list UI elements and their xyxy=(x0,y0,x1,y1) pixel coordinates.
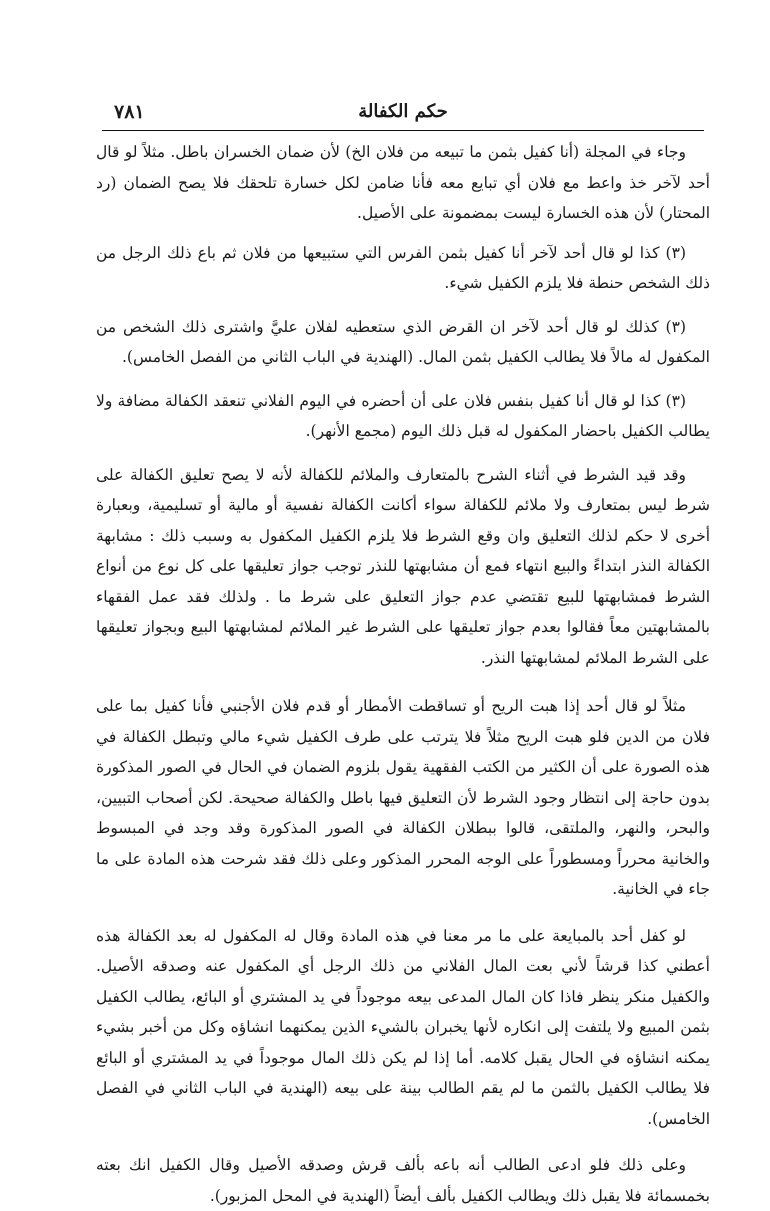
paragraph-4: (٣) كذا لو قال أنا كفيل بنفس فلان على أن أحضره في اليوم الفلاني تنعقد الكفالة مضافة ولا يطالب الكفيل باحضار المكفول له قبل ذلك اليوم (مجمع الأنهر). xyxy=(96,391,710,440)
paragraph-8: وعلى ذلك فلو ادعى الطالب أنه باعه بألف قرش وصدقه الأصيل وقال الكفيل انك بعته بخمسمائة فلا يقبل ذلك ويطالب الكفيل بألف أيضاً (الهندية في المحل المزبور). xyxy=(96,1156,710,1205)
paragraph-7: لو كفل أحد بالمبايعة على ما مر معنا في هذه المادة وقال له المكفول له بعد الكفالة هذه أعطني كذا قرشاً لأني بعت المال الفلاني من ذلك الرجل أي المكفول عنه وصدقه الأصيل. والكفيل منكر ينظر فاذا كان المال المدعى بيعه موجوداً في يد المشتري أو البائع، يطالب الكفيل بثمن المبيع ولا يلتفت إلى انكاره لأنها يخبران بالشيء الذين يمكنهما انشاؤه وكل من أخبر بشيء يمكنه انشاؤه في الحال يقبل كلامه. أما إذا لم يكن ذلك المال موجوداً في يد المشتري أو البائع فلا يطالب الكفيل بالثمن ما لم يقم الطالب بينة على بيعه (الهندية في الباب الثاني في الفصل الخامس). xyxy=(96,926,710,1128)
paragraph-5: وقد قيد الشرط في أثناء الشرح بالمتعارف والملائم للكفالة لأنه لا يصح تعليق الكفالة على شرط ليس بمتعارف ولا ملائم للكفالة سواء أكانت الكفالة نفسية أو مالية أو تسليمية، وبعبارة أخرى لا حكم لذلك التعليق وان وقع الشرط فلا يلزم الكفيل المكفول به وسبب ذلك : مشابهة الكفالة النذر ابتداءً والبيع انتهاء فمع أن مشابهتها للنذر توجب جواز تعليقها على كل نوع من أنواع الشرط فمشابهتها للبيع تقتضي عدم جواز التعليق على شرط ما . ولذلك فقد عمل الفقهاء بالمشابهتين معاً فقالوا بعدم جواز تعليقها على الشرط غير الملائم لمشابهتها البيع وبجواز تعليقها على الشرط الملائم لمشابهتها النذر. xyxy=(96,465,710,667)
paragraph-2: (٣) كذا لو قال أحد لآخر أنا كفيل بثمن الفرس التي ستبيعها من فلان ثم باع ذلك الرجل من ذلك الشخص حنطة فلا يلزم الكفيل شيء. xyxy=(96,243,710,292)
paragraph-1: وجاء في المجلة (أنا كفيل بثمن ما تبيعه من فلان الخ) لأن ضمان الخسران باطل. مثلاً لو قال أحد لآخر خذ واعط مع فلان أي تبايع معه فأنا ضامن لكل خسارة تلحقك فلا يصح الضمان (رد المحتار) لأن هذه الخسارة ليست بمضمونة على الأصيل. xyxy=(96,143,710,222)
paragraph-3: (٣) كذلك لو قال أحد لآخر ان القرض الذي ستعطيه لفلان عليَّ واشترى ذلك الشخص من المكفول له مالاً فلا يطالب الكفيل بثمن المال. (الهندية في الباب الثاني من الفصل الخامس). xyxy=(96,317,710,366)
main-text xyxy=(96,137,710,1205)
header-rule xyxy=(102,130,704,131)
page-number: ٧٨١ xyxy=(114,101,145,123)
running-title: حكم الكفالة xyxy=(358,101,448,122)
page-header xyxy=(102,98,704,132)
paragraph-6: مثلاً لو قال أحد إذا هبت الريح أو تساقطت الأمطار أو قدم فلان الأجنبي فأنا كفيل بما على فلان من الدين فلو هبت الريح مثلاً فلا يترتب على طرف الكفيل شيء مالي وتبطل الكفالة في هذه الصورة على أن الكثير من الكتب الفقهية يقول بلزوم الضمان في الحال في الصور المذكورة بدون حاجة إلى انتظار وجود الشرط لأن التعليق فيها باطل والكفالة صحيحة. لكن أصحاب التبيين، والبحر، والنهر، والملتقى، قالوا ببطلان الكفالة في الصور المذكورة وقد وجد في المبسوط والخانية محرراً ومسطوراً على الوجه المحرر المذكور وعلى ذلك فقد شرحت هذه المادة على ما جاء في الخانية. xyxy=(96,697,710,898)
